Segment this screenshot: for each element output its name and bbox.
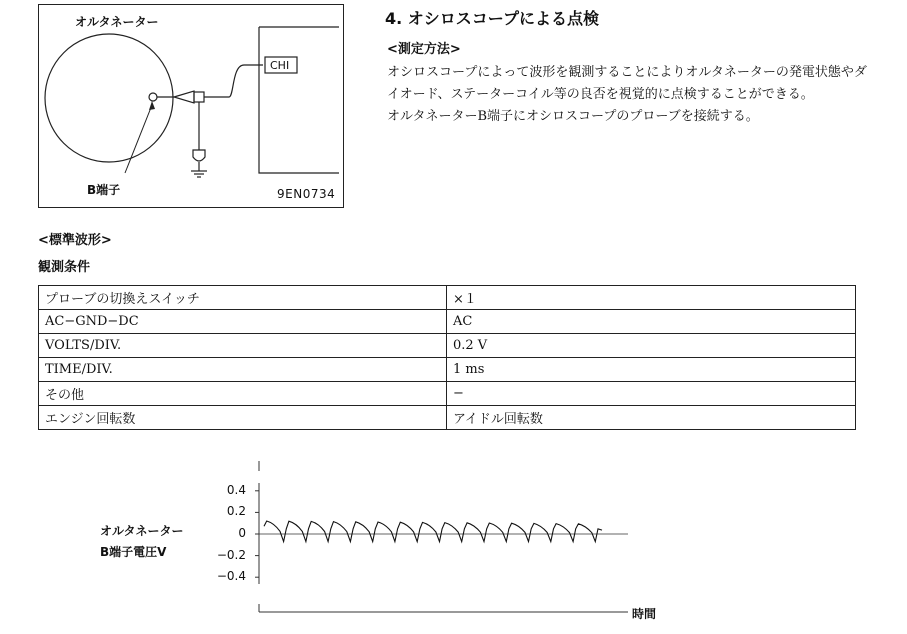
y-tick-label: −0.2 [216, 547, 246, 562]
y-tick-label: 0.2 [226, 504, 246, 519]
y-tick-label: −0.4 [216, 569, 246, 584]
channel-label: CHI [270, 59, 290, 72]
condition-item: その他 [39, 382, 447, 406]
chart-xlabel: 時間 [632, 607, 657, 621]
alternator-ripple-series [264, 521, 602, 542]
condition-value: ×１ [447, 286, 856, 310]
condition-item: プローブの切換えスイッチ [39, 286, 447, 310]
condition-item: TIME/DIV. [39, 358, 447, 382]
condition-value: 0.2 V [447, 334, 856, 358]
condition-value: 1 ms [447, 358, 856, 382]
condition-item: エンジン回転数 [39, 406, 447, 430]
condition-value: AC [447, 310, 856, 334]
method-paragraph-1: オシロスコープによって波形を観測することによりオルタネーターの発電状態やダイオード、ステーターコイル等の良否を視覚的に点検することができる。 [387, 65, 867, 102]
condition-value: アイドル回転数 [447, 406, 856, 430]
chart-ylabel-line2: B端子電圧V [100, 545, 167, 559]
waveform-heading: <標準波形> [38, 233, 112, 248]
section-title: 4. オシロスコープによる点検 [385, 9, 599, 28]
method-paragraph-2: オルタネーターB端子にオシロスコープのプローブを接続する。 [387, 109, 759, 124]
condition-item: VOLTS/DIV. [39, 334, 447, 358]
figure-code: 9EN0734 [277, 187, 336, 201]
conditions-heading: 観測条件 [38, 260, 91, 275]
condition-item: AC−GND−DC [39, 310, 447, 334]
chart-ylabel-line1: オルタネーター [100, 524, 184, 538]
alternator-label: オルタネーター [75, 15, 159, 29]
method-heading: <測定方法> [387, 42, 461, 57]
y-tick-label: 0 [238, 526, 246, 540]
condition-value: − [447, 382, 856, 406]
y-tick-label: 0.4 [226, 482, 246, 497]
terminal-label: B端子 [87, 183, 121, 197]
